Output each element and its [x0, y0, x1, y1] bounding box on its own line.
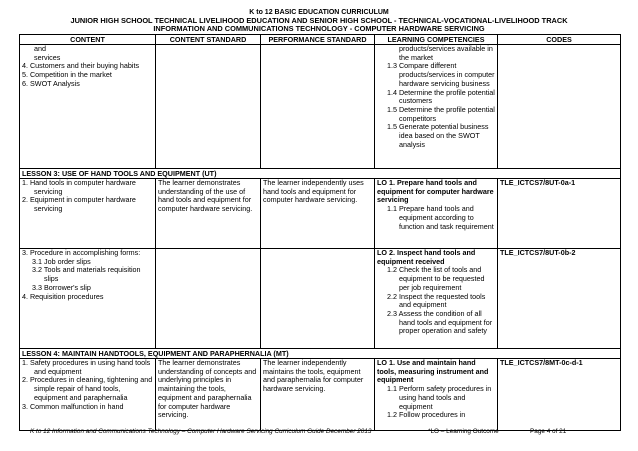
- competency-item: 1.4 Determine the profile potential customers: [387, 87, 495, 106]
- curriculum-table: [19, 34, 621, 431]
- learning-outcome-title: LO 1. Prepare hand tools and equipment for computer hardware servicing: [377, 178, 494, 205]
- learning-outcome-title: LO 1. Use and maintain hand tools, measuring instrument and equipment: [377, 358, 489, 385]
- content-standard-cell: The learner demonstrates understanding of concepts and underlying principles in maintaining the tools, equipment and paraphernalia for computer hardware servicing.: [156, 359, 261, 431]
- list-item: 4. Requisition procedures: [22, 291, 104, 301]
- lesson-title: LESSON 3: USE OF HAND TOOLS AND EQUIPMENT (UT): [20, 169, 621, 179]
- sub-list-item: 3.3 Borrower's slip: [32, 282, 91, 292]
- competencies-cell: [375, 179, 498, 249]
- list-item: 3. Common malfunction in hand: [22, 401, 124, 411]
- specialization-title: INFORMATION AND COMMUNICATIONS TECHNOLOGY - COMPUTER HARDWARE SERVICING: [153, 24, 485, 33]
- code-cell: TLE_ICTCS7/8UT-0b-2: [498, 249, 621, 349]
- competencies-cell: [375, 249, 498, 349]
- competency-text: products/services available in the market: [399, 44, 493, 62]
- content-cell: [20, 359, 156, 431]
- footer-guide-title: K to 12 Information and Communications Technology – Computer Hardware Servicing Curriculum Guide December 2013: [30, 428, 372, 435]
- codes-cell: [498, 45, 621, 169]
- content-standard-cell: The learner demonstrates understanding of the use of hand tools and equipment for computer hardware servicing.: [156, 179, 261, 249]
- table-row: [20, 249, 621, 349]
- content-cell: [20, 249, 156, 349]
- competency-item: 1.5 Determine the profile potential competitors: [387, 104, 495, 123]
- sub-list-item: 3.2 Tools and materials requisition slips: [32, 265, 141, 284]
- column-header-row: [20, 35, 621, 45]
- list-item: 2. Equipment in computer hardware servicing: [22, 195, 136, 214]
- code-cell: TLE_ICTCS7/8MT-0c-d-1: [498, 359, 621, 431]
- column-header-learning-competencies: LEARNING COMPETENCIES: [375, 35, 498, 45]
- table-row: [20, 179, 621, 249]
- footer-lo-note: *LO – Learning Outcome: [428, 428, 499, 435]
- column-header-codes: CODES: [498, 35, 621, 45]
- track-title: JUNIOR HIGH SCHOOL TECHNICAL LIVELIHOOD EDUCATION AND SENIOR HIGH SCHOOL - TECHNICAL-VOCATIONAL-LIVELIHOOD TRACK: [70, 16, 568, 25]
- code-cell: TLE_ICTCS7/8UT-0a-1: [498, 179, 621, 249]
- column-header-performance-standard: PERFORMANCE STANDARD: [261, 35, 375, 45]
- competency-item: 2.2 Inspect the requested tools and equipment: [387, 291, 486, 310]
- list-item: 6. SWOT Analysis: [22, 78, 80, 88]
- competencies-cell: [375, 359, 498, 431]
- column-header-content: CONTENT: [20, 35, 156, 45]
- performance-standard-cell: [261, 45, 375, 169]
- competency-item: 1.5 Generate potential business idea based on the SWOT analysis: [387, 122, 489, 149]
- column-header-content-standard: CONTENT STANDARD: [156, 35, 261, 45]
- performance-standard-cell: The learner independently maintains the tools, equipment and paraphernalia for computer hardware servicing.: [261, 359, 375, 431]
- content-cell: [20, 179, 156, 249]
- content-text: services: [34, 52, 61, 62]
- curriculum-title: K to 12 BASIC EDUCATION CURRICULUM: [249, 9, 389, 16]
- content-standard-cell: [156, 45, 261, 169]
- performance-standard-cell: The learner independently uses hand tools and equipment for computer hardware servicing.: [261, 179, 375, 249]
- learning-outcome-title: LO 2. Inspect hand tools and equipment received: [377, 248, 476, 266]
- list-item: 3. Procedure in accomplishing forms:: [22, 248, 141, 257]
- competency-item: 1.3 Compare different products/services in computer hardware servicing business: [387, 61, 495, 88]
- lesson-header-row: [20, 169, 621, 179]
- competency-item: 1.1 Prepare hand tools and equipment according to function and task requirement: [387, 204, 494, 231]
- list-item: 2. Procedures in cleaning, tightening and simple repair of hand tools, equipment and paraphernalia: [22, 375, 153, 402]
- competency-item: 2.3 Assess the condition of all hand tools and equipment for proper operation and safety: [387, 308, 493, 336]
- content-cell: [20, 45, 156, 169]
- performance-standard-cell: [261, 249, 375, 349]
- competencies-cell: [375, 45, 498, 169]
- table-row: [20, 359, 621, 431]
- content-text: and: [34, 44, 46, 53]
- lesson-title: LESSON 4: MAINTAIN HANDTOOLS, EQUIPMENT AND PARAPHERNALIA (MT): [20, 349, 621, 359]
- page-number: Page 4 of 21: [530, 428, 567, 435]
- sub-list-item: 3.1 Job order slips: [32, 256, 91, 266]
- list-item: 1. Hand tools in computer hardware servicing: [22, 178, 136, 196]
- competency-item: 1.2 Follow procedures in: [387, 410, 466, 420]
- table-row: [20, 45, 621, 169]
- list-item: 5. Competition in the market: [22, 70, 112, 80]
- content-standard-cell: [156, 249, 261, 349]
- list-item: 4. Customers and their buying habits: [22, 61, 140, 71]
- lesson-header-row: [20, 349, 621, 359]
- competency-item: 1.2 Check the list of tools and equipment to be requested per job requirement: [387, 265, 485, 292]
- list-item: 1. Safety procedures in using hand tools and equipment: [22, 358, 151, 376]
- competency-item: 1.1 Perform safety procedures in using hand tools and equipment: [387, 384, 492, 411]
